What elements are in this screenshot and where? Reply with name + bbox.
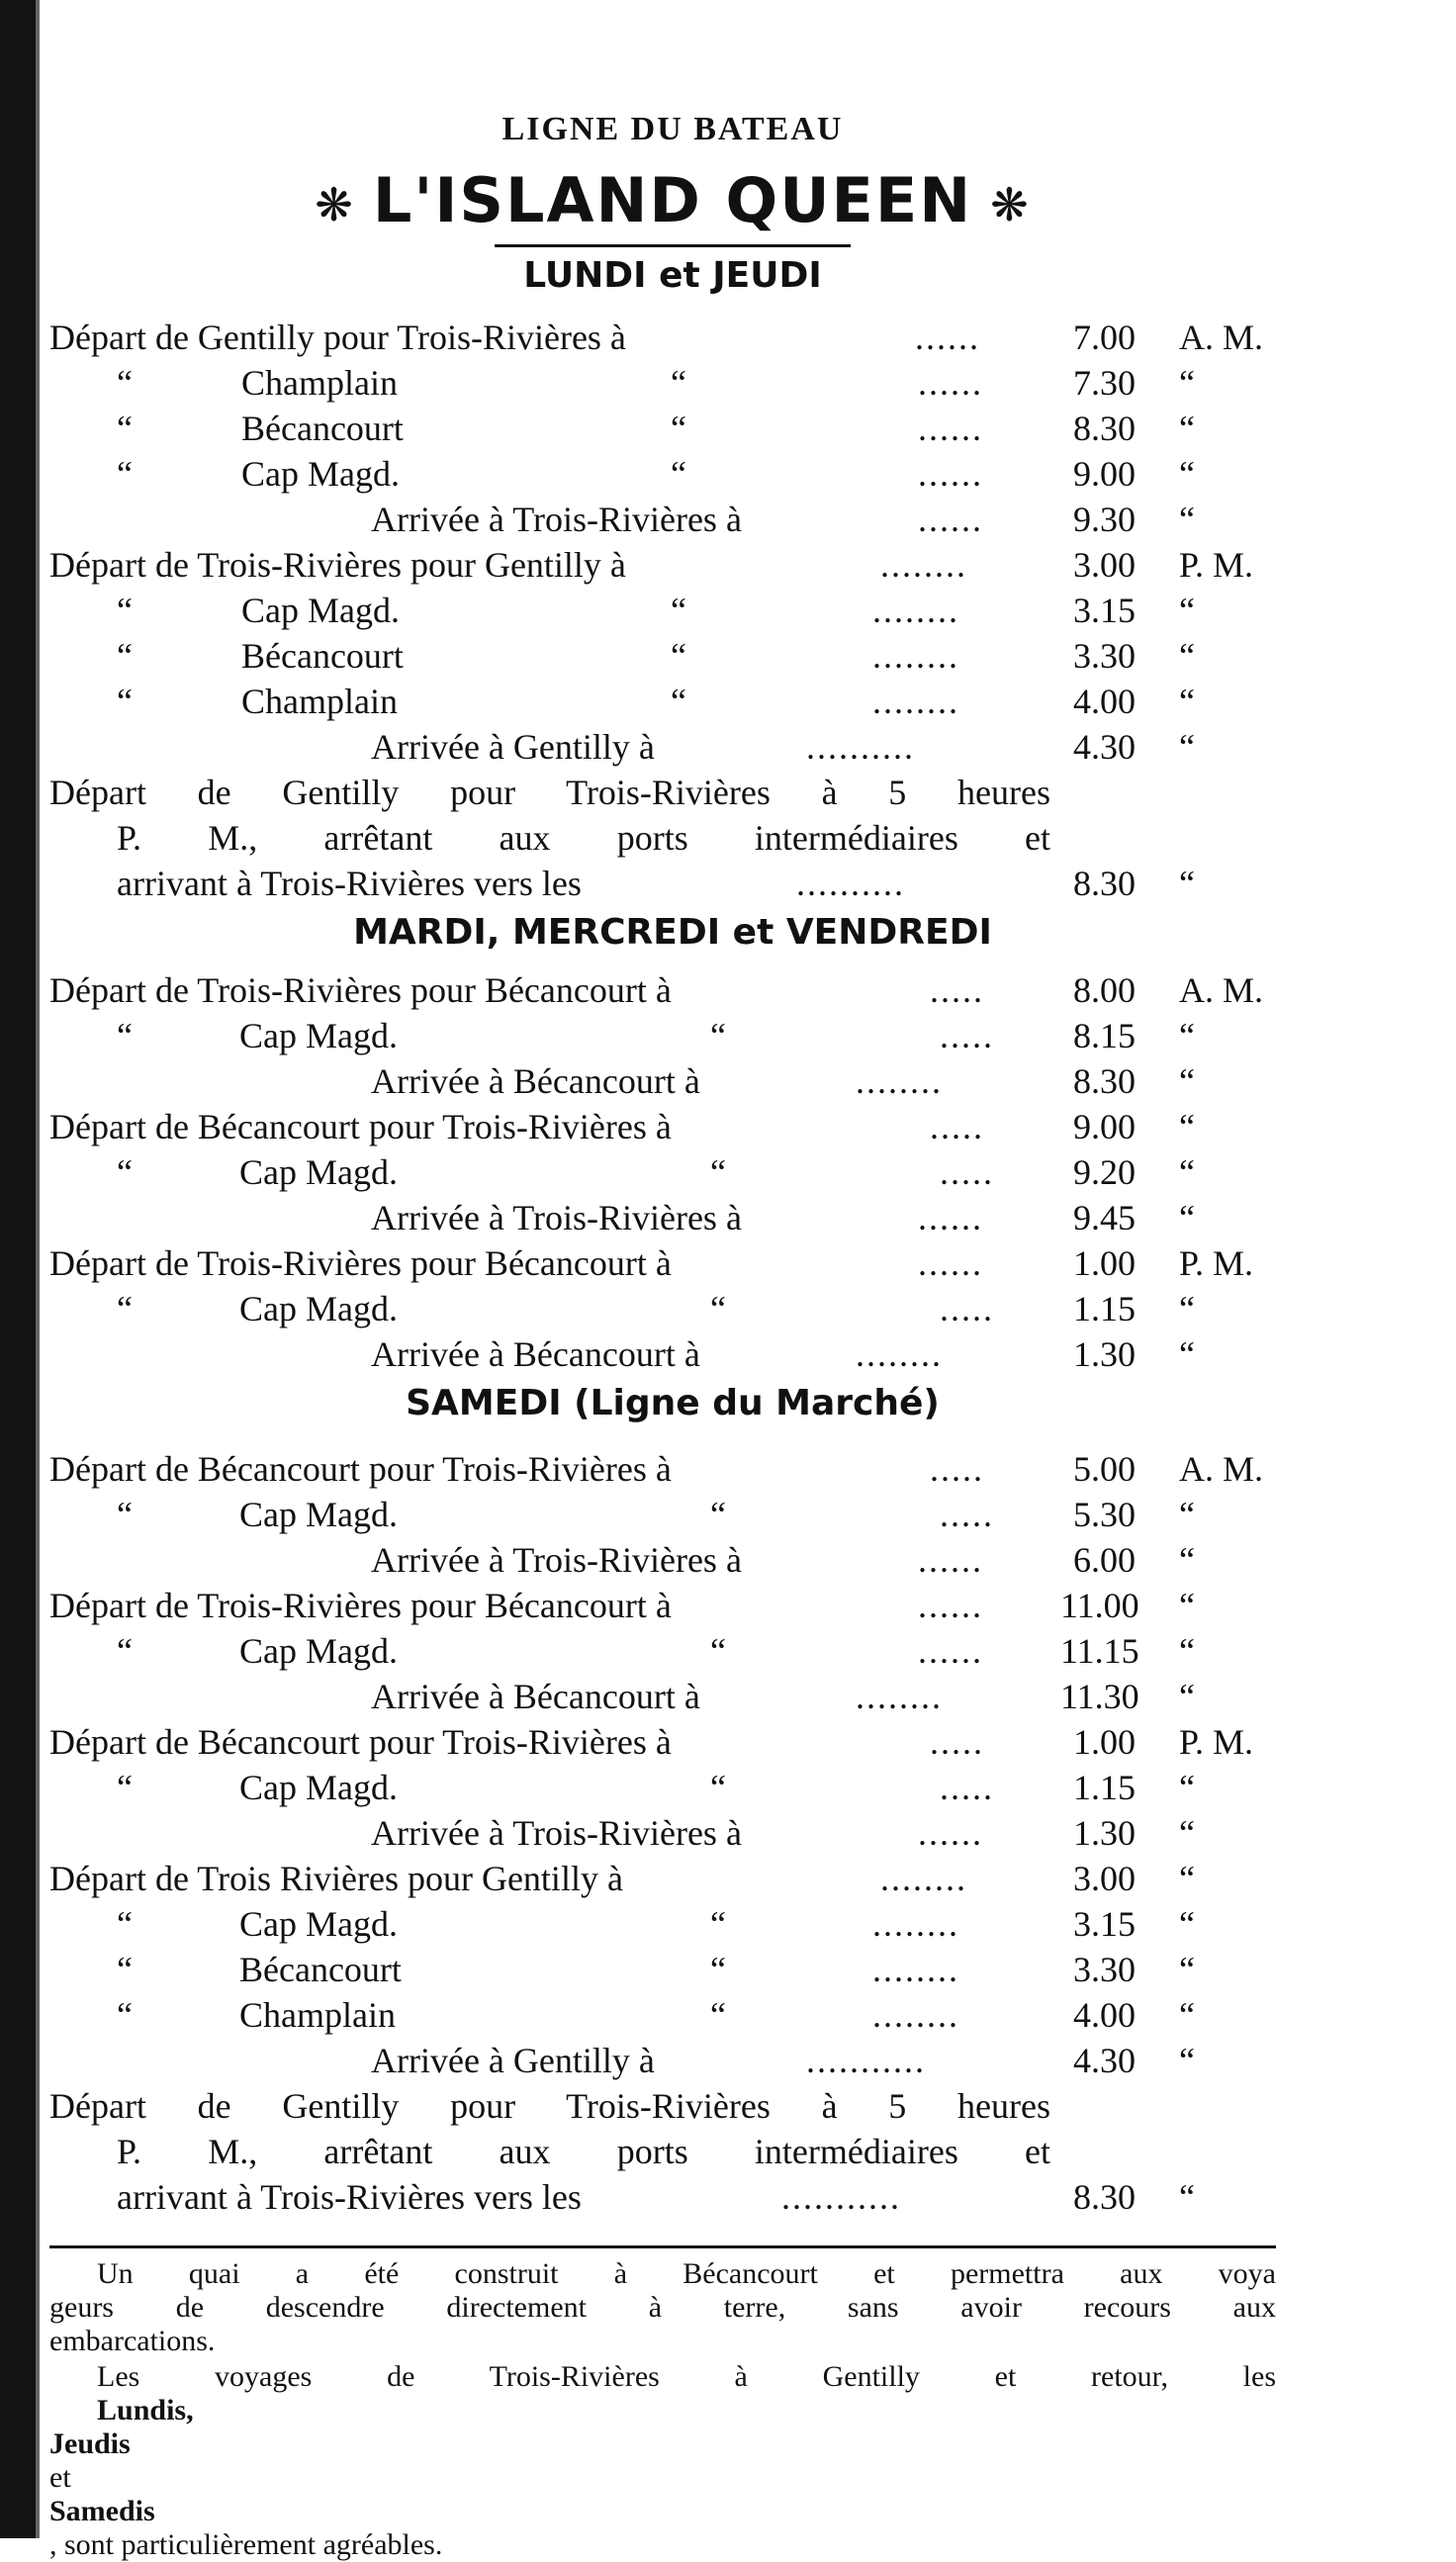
row-suffix: “ <box>1179 1495 1195 1534</box>
row-label: Champlain <box>241 363 398 403</box>
schedule-row <box>49 633 1296 679</box>
row-leader: ..... <box>940 1495 994 1534</box>
row-label: Arrivée à Trois-Rivières à <box>371 1540 742 1580</box>
row-time: 11.30 <box>1060 1677 1139 1716</box>
footer-rule <box>49 2245 1276 2248</box>
row-time: 8.30 <box>1073 409 1136 448</box>
row-leader: ........ <box>856 1334 943 1374</box>
row-label: Cap Magd. <box>241 591 400 630</box>
row-label: Arrivée à Trois-Rivières à <box>371 1813 742 1853</box>
schedule-row <box>49 1992 1296 2038</box>
trips-line <box>49 2427 1276 2562</box>
row-leader: ........ <box>856 1061 943 1101</box>
row-ditto: “ <box>117 1289 133 1328</box>
schedule-row <box>49 1286 1296 1331</box>
row-ditto: “ <box>671 363 686 403</box>
row-label: Cap Magd. <box>239 1289 398 1328</box>
row-suffix: “ <box>1179 1768 1195 1807</box>
row-leader: ........ <box>880 1859 967 1898</box>
row-ditto: “ <box>117 1016 133 1055</box>
schedule-row <box>49 315 1296 360</box>
line-subtitle: LIGNE DU BATEAU <box>501 111 844 147</box>
trips-bold-days: Lundis, <box>97 2394 194 2426</box>
row-time: 1.15 <box>1073 1289 1136 1328</box>
trips-text: , sont particulièrement agréables. <box>49 2528 443 2561</box>
schedule-row <box>49 1240 1296 1286</box>
ornament-right-icon: ❋ <box>990 177 1031 231</box>
row-time: 3.30 <box>1073 636 1136 676</box>
row-suffix: “ <box>1179 864 1195 903</box>
paragraph-time-row <box>49 2174 1296 2220</box>
row-label: Cap Magd. <box>239 1016 398 1055</box>
schedule-row <box>49 1583 1296 1628</box>
row-label: Arrivée à Trois-Rivières à <box>371 500 742 539</box>
schedule-row <box>49 967 1296 1013</box>
footer-trips <box>49 2360 1276 2562</box>
row-ditto: “ <box>117 454 133 494</box>
schedule-row <box>49 1492 1296 1537</box>
row-leader: ........ <box>872 1904 959 1944</box>
row-suffix: A. M. <box>1179 970 1264 1010</box>
schedule-row <box>49 1537 1296 1583</box>
row-ditto: “ <box>671 591 686 630</box>
row-leader: ........... <box>781 2177 901 2217</box>
schedule-row <box>49 2038 1296 2083</box>
row-label: Départ de Trois-Rivières pour Bécancourt à <box>49 1243 672 1283</box>
schedule-row <box>49 1058 1296 1104</box>
row-time: 6.00 <box>1073 1540 1136 1580</box>
row-ditto: “ <box>710 1289 726 1328</box>
schedule-row <box>49 406 1296 451</box>
ornament-left-icon: ❋ <box>315 177 355 231</box>
paragraph-time-row <box>49 861 1296 906</box>
row-ditto: “ <box>117 1904 133 1944</box>
row-ditto: “ <box>710 1950 726 1989</box>
row-time: 1.15 <box>1073 1768 1136 1807</box>
row-suffix: “ <box>1179 591 1195 630</box>
row-time: 3.15 <box>1073 1904 1136 1944</box>
row-label: Départ de Bécancourt pour Trois-Rivières à <box>49 1722 672 1762</box>
row-leader: ........ <box>872 1995 959 2035</box>
section-saturday: SAMEDI (Ligne du Marché) <box>406 1383 940 1423</box>
row-time: 8.30 <box>1073 2177 1136 2217</box>
row-leader: ........... <box>806 2041 926 2080</box>
schedule-row <box>49 451 1296 497</box>
row-time: 1.30 <box>1073 1334 1136 1374</box>
schedule-row <box>49 1856 1296 1901</box>
row-leader: ..... <box>930 970 984 1010</box>
row-suffix: P. M. <box>1179 545 1254 585</box>
binding-edge-shadow <box>36 0 40 2538</box>
note-line: embarcations. <box>49 2325 216 2357</box>
trips-bold-days: Samedis <box>49 2495 155 2527</box>
row-label: Cap Magd. <box>239 1768 398 1807</box>
row-label: Bécancourt <box>241 409 404 448</box>
row-suffix: “ <box>1179 636 1195 676</box>
row-leader: ........ <box>856 1677 943 1716</box>
row-suffix: “ <box>1179 409 1195 448</box>
row-label: Départ de Trois-Rivières pour Gentilly à <box>49 545 626 585</box>
row-leader: .......... <box>806 727 915 767</box>
schedule-row <box>49 1104 1296 1149</box>
row-ditto: “ <box>671 636 686 676</box>
trips-bold-days: Jeudis <box>49 2427 131 2460</box>
row-leader: ...... <box>918 500 983 539</box>
timetable-page <box>49 0 1296 2561</box>
row-time: 9.00 <box>1073 1107 1136 1146</box>
row-time: 9.45 <box>1073 1198 1136 1237</box>
trips-line <box>49 2360 1276 2427</box>
row-suffix: “ <box>1179 1904 1195 1944</box>
schedule-row <box>49 1765 1296 1810</box>
row-label: Bécancourt <box>239 1950 402 1989</box>
row-ditto: “ <box>117 1495 133 1534</box>
row-suffix: “ <box>1179 1586 1195 1625</box>
title-rule <box>495 244 851 247</box>
row-suffix: “ <box>1179 2041 1195 2080</box>
row-label: Départ de Trois Rivières pour Gentilly à <box>49 1859 623 1898</box>
row-leader: ..... <box>930 1449 984 1489</box>
schedule-row <box>49 1195 1296 1240</box>
row-leader: ........ <box>872 591 959 630</box>
row-time: 3.30 <box>1073 1950 1136 1989</box>
row-suffix: A. M. <box>1179 1449 1264 1489</box>
row-leader: ...... <box>918 363 983 403</box>
paragraph-line: Départ de Gentilly pour Trois-Rivières à 5 heures <box>49 773 1050 812</box>
row-leader: ...... <box>918 454 983 494</box>
row-ditto: “ <box>117 682 133 721</box>
row-label: Départ de Bécancourt pour Trois-Rivières à <box>49 1107 672 1146</box>
row-suffix: “ <box>1179 1950 1195 1989</box>
trips-text: Les voyages de Trois-Rivières à Gentilly et retour, les <box>97 2360 1276 2393</box>
row-ditto: “ <box>671 682 686 721</box>
row-suffix: “ <box>1179 1631 1195 1671</box>
schedule-row <box>49 1719 1296 1765</box>
row-label: Départ de Trois-Rivières pour Bécancourt à <box>49 970 672 1010</box>
row-time: 1.00 <box>1073 1243 1136 1283</box>
row-leader: .......... <box>796 864 905 903</box>
row-suffix: “ <box>1179 1198 1195 1237</box>
row-suffix: “ <box>1179 1677 1195 1716</box>
row-label: Cap Magd. <box>239 1495 398 1534</box>
row-label: Départ de Bécancourt pour Trois-Rivières à <box>49 1449 672 1489</box>
row-label: Cap Magd. <box>241 454 400 494</box>
row-label: Arrivée à Gentilly à <box>371 2041 655 2080</box>
row-label: Départ de Gentilly pour Trois-Rivières à <box>49 318 626 357</box>
schedule-row <box>49 497 1296 542</box>
row-label: Arrivée à Bécancourt à <box>371 1677 700 1716</box>
schedule-row <box>49 1149 1296 1195</box>
row-label: Arrivée à Gentilly à <box>371 727 655 767</box>
row-ditto: “ <box>671 409 686 448</box>
row-leader: ..... <box>940 1016 994 1055</box>
note-line: geurs de descendre directement à terre, sans avoir recours aux <box>49 2291 1276 2324</box>
row-time: 4.30 <box>1073 2041 1136 2080</box>
row-label: Champlain <box>241 682 398 721</box>
schedule-row <box>49 588 1296 633</box>
row-suffix: “ <box>1179 1016 1195 1055</box>
row-time: 5.00 <box>1073 1449 1136 1489</box>
row-ditto: “ <box>117 1995 133 2035</box>
row-label: Départ de Trois-Rivières pour Bécancourt à <box>49 1586 672 1625</box>
row-suffix: “ <box>1179 1334 1195 1374</box>
row-suffix: “ <box>1179 1813 1195 1853</box>
schedule-row <box>49 724 1296 770</box>
row-time: 9.00 <box>1073 454 1136 494</box>
row-time: 5.30 <box>1073 1495 1136 1534</box>
row-ditto: “ <box>117 409 133 448</box>
footer-note <box>49 2257 1276 2358</box>
row-time: 8.30 <box>1073 864 1136 903</box>
paragraph-line: arrivant à Trois-Rivières vers les <box>117 2177 582 2217</box>
row-suffix: “ <box>1179 454 1195 494</box>
row-suffix: “ <box>1179 1107 1195 1146</box>
row-label: Arrivée à Trois-Rivières à <box>371 1198 742 1237</box>
row-time: 11.00 <box>1060 1586 1139 1625</box>
schedule-row <box>49 1446 1296 1492</box>
row-ditto: “ <box>117 363 133 403</box>
paragraph-line: P. M., arrêtant aux ports intermédiaires et <box>117 2132 1050 2171</box>
schedule-row <box>49 542 1296 588</box>
row-ditto: “ <box>710 1152 726 1192</box>
row-time: 4.30 <box>1073 727 1136 767</box>
row-time: 9.30 <box>1073 500 1136 539</box>
row-leader: ...... <box>918 1198 983 1237</box>
row-leader: ........ <box>872 682 959 721</box>
paragraph-line: P. M., arrêtant aux ports intermédiaires et <box>117 818 1050 858</box>
row-leader: ...... <box>918 1540 983 1580</box>
row-ditto: “ <box>117 636 133 676</box>
row-time: 11.15 <box>1060 1631 1139 1671</box>
schedule-row <box>49 1013 1296 1058</box>
schedule-row <box>49 360 1296 406</box>
row-time: 4.00 <box>1073 1995 1136 2035</box>
row-time: 1.30 <box>1073 1813 1136 1853</box>
row-suffix: “ <box>1179 1061 1195 1101</box>
section-tue-wed-fri: MARDI, MERCREDI et VENDREDI <box>353 912 992 953</box>
row-suffix: P. M. <box>1179 1243 1254 1283</box>
row-time: 3.00 <box>1073 545 1136 585</box>
row-ditto: “ <box>671 454 686 494</box>
row-ditto: “ <box>710 1495 726 1534</box>
row-label: Cap Magd. <box>239 1152 398 1192</box>
binding-edge <box>0 0 36 2538</box>
paragraph-line: arrivant à Trois-Rivières vers les <box>117 864 582 903</box>
row-leader: ..... <box>940 1152 994 1192</box>
row-suffix: “ <box>1179 2177 1195 2217</box>
row-suffix: “ <box>1179 1859 1195 1898</box>
row-ditto: “ <box>117 1950 133 1989</box>
row-leader: ..... <box>930 1107 984 1146</box>
row-leader: ...... <box>915 318 980 357</box>
row-suffix: “ <box>1179 727 1195 767</box>
schedule-row <box>49 679 1296 724</box>
row-leader: ..... <box>940 1289 994 1328</box>
row-label: Bécancourt <box>241 636 404 676</box>
row-time: 8.15 <box>1073 1016 1136 1055</box>
row-time: 8.00 <box>1073 970 1136 1010</box>
row-label: Cap Magd. <box>239 1904 398 1944</box>
row-suffix: “ <box>1179 682 1195 721</box>
trips-text: et <box>49 2461 71 2494</box>
row-suffix: P. M. <box>1179 1722 1254 1762</box>
schedule-row <box>49 1331 1296 1377</box>
schedule-row <box>49 1628 1296 1674</box>
row-ditto: “ <box>710 1631 726 1671</box>
row-ditto: “ <box>117 1631 133 1671</box>
paragraph-line: Départ de Gentilly pour Trois-Rivières à 5 heures <box>49 2086 1050 2126</box>
row-label: Arrivée à Bécancourt à <box>371 1334 700 1374</box>
row-time: 4.00 <box>1073 682 1136 721</box>
row-leader: ........ <box>880 545 967 585</box>
row-ditto: “ <box>710 1768 726 1807</box>
row-label: Cap Magd. <box>239 1631 398 1671</box>
row-leader: ..... <box>930 1722 984 1762</box>
row-suffix: “ <box>1179 1289 1195 1328</box>
row-leader: ...... <box>918 1586 983 1625</box>
row-suffix: “ <box>1179 1540 1195 1580</box>
row-leader: ...... <box>918 1243 983 1283</box>
schedule-row <box>49 1810 1296 1856</box>
row-ditto: “ <box>117 1152 133 1192</box>
row-ditto: “ <box>117 1768 133 1807</box>
row-leader: ........ <box>872 636 959 676</box>
row-suffix: “ <box>1179 1152 1195 1192</box>
row-ditto: “ <box>710 1904 726 1944</box>
row-leader: ...... <box>918 409 983 448</box>
row-suffix: A. M. <box>1179 318 1264 357</box>
section-monday-thursday: LUNDI et JEUDI <box>523 255 822 296</box>
row-label: Champlain <box>239 1995 396 2035</box>
note-line: Un quai a été construit à Bécancourt et permettra aux voya <box>97 2257 1276 2290</box>
row-time: 3.00 <box>1073 1859 1136 1898</box>
row-time: 9.20 <box>1073 1152 1136 1192</box>
schedule-row <box>49 1674 1296 1719</box>
row-suffix: “ <box>1179 363 1195 403</box>
row-time: 3.15 <box>1073 591 1136 630</box>
row-leader: ..... <box>940 1768 994 1807</box>
row-ditto: “ <box>117 591 133 630</box>
boat-title <box>49 158 1296 247</box>
schedule-row <box>49 1901 1296 1947</box>
row-leader: ...... <box>918 1631 983 1671</box>
row-time: 8.30 <box>1073 1061 1136 1101</box>
row-suffix: “ <box>1179 1995 1195 2035</box>
row-time: 7.30 <box>1073 363 1136 403</box>
row-time: 1.00 <box>1073 1722 1136 1762</box>
row-suffix: “ <box>1179 500 1195 539</box>
row-time: 7.00 <box>1073 318 1136 357</box>
row-ditto: “ <box>710 1016 726 1055</box>
boat-name: L'ISLAND QUEEN <box>372 164 973 236</box>
row-ditto: “ <box>710 1995 726 2035</box>
schedule-row <box>49 1947 1296 1992</box>
row-label: Arrivée à Bécancourt à <box>371 1061 700 1101</box>
row-leader: ........ <box>872 1950 959 1989</box>
row-leader: ...... <box>918 1813 983 1853</box>
